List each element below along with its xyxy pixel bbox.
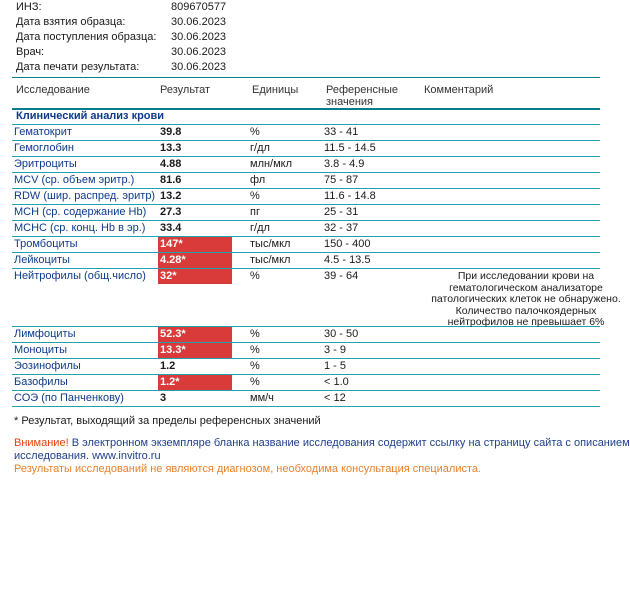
row-name: MCH (ср. содержание Hb) — [14, 206, 147, 218]
row-unit: % — [250, 190, 260, 202]
row-name: Эритроциты — [14, 158, 77, 170]
row-ref: 25 - 31 — [324, 206, 359, 218]
meta-value-print-date: 30.06.2023 — [171, 61, 227, 73]
row-result-flagged: 52.3* — [158, 327, 232, 342]
row-result: 13.3 — [160, 142, 182, 154]
comment-line: патологических клеток не обнаружено. — [431, 293, 621, 305]
row-unit: % — [250, 270, 260, 282]
meta-value-sample-date: 30.06.2023 — [171, 16, 227, 28]
row-ref: 11.6 - 14.8 — [324, 190, 376, 202]
row-ref: 33 - 41 — [324, 126, 359, 138]
row-result: 4.88 — [160, 158, 182, 170]
row-ref: < 1.0 — [324, 376, 349, 388]
attention-label: Внимание! — [14, 437, 69, 449]
row-name: Лимфоциты — [14, 328, 76, 340]
row-unit: пг — [250, 206, 260, 218]
row-unit: % — [250, 344, 260, 356]
meta-value-inz: 809670577 — [171, 1, 227, 13]
row-ref: 11.5 - 14.5 — [324, 142, 376, 154]
row-name: Моноциты — [14, 344, 67, 356]
comment-line: гематологическом анализаторе — [449, 281, 603, 294]
row-unit: г/дл — [250, 222, 270, 234]
meta-label-sample-date: Дата взятия образца: — [16, 16, 126, 28]
row-ref: 150 - 400 — [324, 238, 371, 250]
row-ref: 1 - 5 — [324, 360, 347, 372]
table-row — [12, 359, 600, 375]
section-title: Клинический анализ крови — [16, 110, 165, 122]
disclaimer: Результаты исследований не являются диагнозом, необходима консультация специалиста. — [14, 463, 482, 475]
table-row — [12, 237, 600, 253]
row-ref: 30 - 50 — [324, 328, 359, 340]
comment-line: При исследовании крови на — [457, 270, 595, 282]
row-divider — [12, 406, 600, 407]
row-unit: % — [250, 126, 260, 138]
row-result: 13.2 — [160, 190, 182, 202]
row-name: Гематокрит — [14, 126, 72, 138]
table-row — [12, 343, 600, 359]
row-name: Базофилы — [14, 376, 68, 388]
table-row — [12, 327, 600, 343]
row-name: СОЭ (по Панченкову) — [14, 392, 124, 404]
row-name: MCV (ср. объем эритр.) — [14, 174, 135, 186]
table-row — [12, 125, 600, 141]
neutrophil-comment — [426, 271, 626, 329]
notice-text-2: исследования. www.invitro.ru — [14, 450, 161, 462]
row-result: 39.8 — [160, 126, 182, 138]
comment-line: Количество палочкоядерных — [455, 304, 597, 317]
table-row — [12, 173, 600, 189]
row-ref: 32 - 37 — [324, 222, 359, 234]
row-name: RDW (шир. распред. эритр) — [14, 190, 156, 202]
table-row — [12, 375, 600, 391]
row-name: Лейкоциты — [14, 254, 70, 266]
meta-label-doctor: Врач: — [16, 46, 45, 58]
header-top-rule — [12, 77, 600, 78]
row-result: 27.3 — [160, 206, 182, 218]
table-row — [12, 157, 600, 173]
table-row — [12, 253, 600, 269]
meta-label-receipt-date: Дата поступления образца: — [16, 31, 157, 43]
table-row — [12, 391, 600, 407]
row-ref: < 12 — [324, 392, 346, 404]
row-unit: % — [250, 360, 260, 372]
meta-value-receipt-date: 30.06.2023 — [171, 31, 227, 43]
table-row — [12, 221, 600, 237]
row-result-flagged: 32* — [158, 269, 232, 284]
row-result-flagged: 4.28* — [158, 253, 232, 268]
table-row — [12, 205, 600, 221]
row-name: Эозинофилы — [14, 360, 81, 372]
table-row — [12, 141, 600, 157]
row-unit: г/дл — [250, 142, 270, 154]
row-result-flagged: 1.2* — [158, 375, 232, 390]
header-result: Результат — [160, 84, 211, 96]
header-comment: Комментарий — [424, 84, 494, 96]
row-name: Тромбоциты — [14, 238, 78, 250]
footnote: * Результат, выходящий за пределы референсных значений — [14, 415, 321, 427]
row-result: 33.4 — [160, 222, 182, 234]
row-result-flagged: 13.3* — [158, 343, 232, 358]
row-unit: % — [250, 328, 260, 340]
row-ref: 3 - 9 — [324, 344, 347, 356]
row-unit: тыс/мкл — [250, 254, 291, 266]
notice-text-1: В электронном экземпляре бланка название исследования содержит ссылку на страницу сайта с описанием — [68, 437, 630, 449]
row-unit: млн/мкл — [250, 158, 293, 170]
row-ref: 75 - 87 — [324, 174, 359, 186]
row-unit: фл — [250, 174, 266, 186]
header-reference: Референсные — [326, 84, 399, 96]
row-result: 3 — [160, 392, 167, 404]
meta-label-inz: ИНЗ: — [16, 1, 42, 13]
row-unit: тыс/мкл — [250, 238, 291, 250]
notice-line-1 — [14, 437, 630, 449]
row-result: 81.6 — [160, 174, 182, 186]
row-result: 1.2 — [160, 360, 176, 372]
row-unit: мм/ч — [250, 392, 274, 404]
comment-line: нейтрофилов не превышает 6% — [447, 316, 605, 328]
meta-label-print-date: Дата печати результата: — [16, 61, 140, 73]
row-unit: % — [250, 376, 260, 388]
row-ref: 39 - 64 — [324, 270, 359, 282]
row-ref: 4.5 - 13.5 — [324, 254, 371, 266]
row-name: MCHC (ср. конц. Hb в эр.) — [14, 222, 146, 234]
header-units: Единицы — [252, 84, 299, 96]
row-ref: 3.8 - 4.9 — [324, 158, 365, 170]
table-row — [12, 189, 600, 205]
header-study: Исследование — [16, 84, 90, 96]
row-result-flagged: 147* — [158, 237, 232, 252]
header-reference-2: значения — [326, 96, 374, 108]
row-name: Гемоглобин — [14, 142, 74, 154]
row-name: Нейтрофилы (общ.число) — [14, 270, 146, 282]
meta-value-doctor: 30.06.2023 — [171, 46, 227, 58]
